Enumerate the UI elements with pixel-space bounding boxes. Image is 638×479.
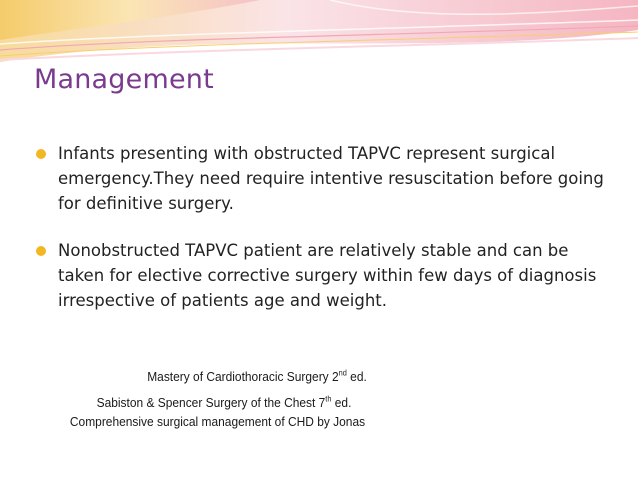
reference-item — [97, 395, 352, 410]
reference-item — [70, 414, 365, 429]
slide-title: Management — [34, 64, 214, 95]
reference-superscript: th — [325, 394, 332, 404]
reference-superscript: nd — [338, 368, 347, 378]
reference-text: Mastery of Cardiothoracic Surgery 2 — [147, 369, 339, 384]
reference-text: Sabiston & Spencer Surgery of the Chest 7 — [96, 395, 326, 410]
reference-suffix: ed. — [331, 395, 352, 410]
decorative-header-banner — [0, 0, 638, 70]
reference-suffix: ed. — [346, 369, 367, 384]
bullet-item — [36, 238, 606, 313]
bullet-dot-icon — [36, 246, 46, 256]
reference-text: Comprehensive surgical management of CHD by Jonas — [69, 414, 366, 429]
bullet-dot-icon — [36, 149, 46, 159]
reference-item — [147, 369, 367, 384]
bullet-text: Nonobstructed TAPVC patient are relatively stable and can be taken for elective corrective surgery within few days of diagnosis irrespective of patients age and weight. — [58, 241, 597, 310]
bullet-item — [36, 141, 606, 216]
bullet-text: Infants presenting with obstructed TAPVC represent surgical emergency.They need require intentive resuscitation before going for definitive surgery. — [58, 144, 604, 213]
bullet-list — [36, 141, 606, 335]
